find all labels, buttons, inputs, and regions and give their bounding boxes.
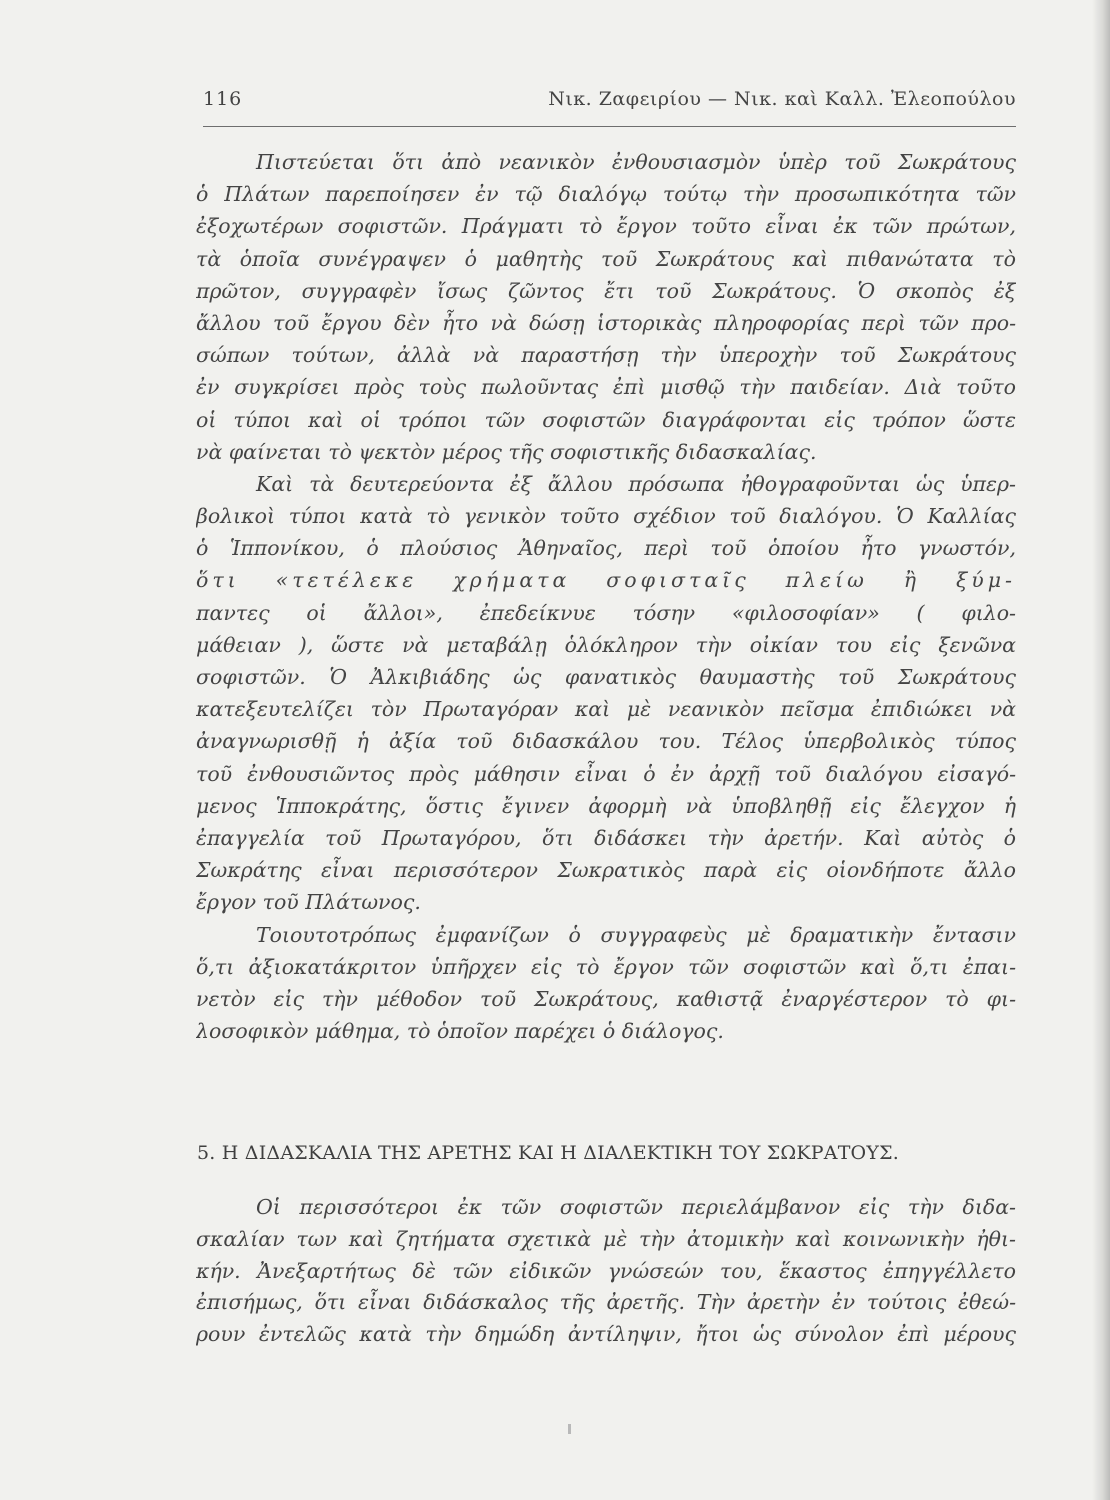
text-line: ρουν ἐντελῶς κατὰ τὴν δημώδη ἀντίληψιν, ἤτοι ὡς σύνολον ἐπὶ μέρους — [196, 1322, 1016, 1347]
text-line: οἱ τύποι καὶ οἱ τρόποι τῶν σοφιστῶν διαγράφονται εἰς τρόπον ὥστε — [196, 407, 1016, 432]
text-line: σκαλίαν των καὶ ζητήματα σχετικὰ μὲ τὴν ἀτομικὴν καὶ κοινωνικὴν ἠθι- — [196, 1226, 1016, 1251]
text-line: σοφιστῶν. Ὁ Ἀλκιβιάδης ὡς φανατικὸς θαυμαστὴς τοῦ Σωκράτους — [196, 665, 1016, 689]
page-number: 116 — [203, 88, 243, 110]
text-line: παντες οἱ ἄλλοι», ἐπεδείκνυε τόσην «φιλοσοφίαν» ( φιλο- — [196, 600, 1016, 625]
text-line: ὅ,τι ἀξιοκατάκριτον ὑπῆρχεν εἰς τὸ ἔργον τῶν σοφιστῶν καὶ ὅ,τι ἐπαι- — [196, 954, 1016, 979]
text-line: ἄλλου τοῦ ἔργου δὲν ἦτο νὰ δώσῃ ἱστορικὰς πληροφορίας περὶ τῶν προ- — [196, 310, 1016, 335]
text-line: ὅτι «τετέλεκε χρήματα σοφισταῖς πλείω ἢ ξύμ- — [196, 568, 1016, 593]
text-line: Τοιουτοτρόπως ἐμφανίζων ὁ συγγραφεὺς μὲ δραματικὴν ἔντασιν — [256, 922, 1016, 947]
text-line: πρῶτον, συγγραφὲν ἴσως ζῶντος ἔτι τοῦ Σωκράτους. Ὁ σκοπὸς ἐξ — [196, 278, 1016, 303]
text-line: ἐξοχωτέρων σοφιστῶν. Πράγματι τὸ ἔργον τοῦτο εἶναι ἐκ τῶν πρώτων, — [196, 214, 1016, 239]
main-text — [196, 146, 1016, 1047]
text-line: ἀναγνωρισθῇ ἡ ἀξία τοῦ διδασκάλου του. Τέλος ὑπερβολικὸς τύπος — [196, 729, 1016, 754]
text-line: σώπων τούτων, ἀλλὰ νὰ παραστήσῃ τὴν ὑπεροχὴν τοῦ Σωκράτους — [196, 343, 1016, 368]
text-line: κατεξευτελίζει τὸν Πρωταγόραν καὶ μὲ νεανικὸν πεῖσμα ἐπιδιώκει νὰ — [196, 697, 1016, 722]
text-line: τὰ ὁποῖα συνέγραψεν ὁ μαθητὴς τοῦ Σωκράτους καὶ πιθανώτατα τὸ — [196, 246, 1016, 271]
page-edge-shadow — [1092, 0, 1110, 1500]
text-line: λοσοφικὸν μάθημα, τὸ ὁποῖον παρέχει ὁ διάλογος. — [196, 1019, 724, 1044]
text-line: ἐπαγγελία τοῦ Πρωταγόρου, ὅτι διδάσκει τὴν ἀρετήν. Καὶ αὐτὸς ὁ — [196, 825, 1016, 850]
text-line: νὰ φαίνεται τὸ ψεκτὸν μέρος τῆς σοφιστικῆς διδασκαλίας. — [196, 439, 817, 464]
text-line: ὁ Πλάτων παρεποίησεν ἐν τῷ διαλόγῳ τούτῳ τὴν προσωπικότητα τῶν — [196, 182, 1016, 207]
section-heading: 5. Η ΔΙΔΑΣΚΑΛΙΑ ΤΗΣ ΑΡΕΤΗΣ ΚΑΙ Η ΔΙΑΛΕΚΤΙΚΗ ΤΟΥ ΣΩΚΡΑΤΟΥΣ. — [197, 1142, 899, 1164]
print-mark — [568, 1424, 571, 1434]
header-rule — [203, 126, 1016, 127]
text-line: ἐπισήμως, ὅτι εἶναι διδάσκαλος τῆς ἀρετῆς. Τὴν ἀρετὴν ἐν τούτοις ἐθεώ- — [196, 1290, 1016, 1315]
section-text — [196, 1192, 1016, 1351]
text-line: ὁ Ἱππονίκου, ὁ πλούσιος Ἀθηναῖος, περὶ τοῦ ὁποίου ἦτο γνωστόν, — [196, 536, 1016, 561]
text-line: ἐν συγκρίσει πρὸς τοὺς πωλοῦντας ἐπὶ μισθῷ τὴν παιδείαν. Διὰ τοῦτο — [196, 375, 1016, 400]
running-head: Νικ. Ζαφειρίου — Νικ. καὶ Καλλ. Ἐλεοπούλου — [548, 88, 1016, 110]
text-line: κήν. Ἀνεξαρτήτως δὲ τῶν εἰδικῶν γνώσεών του, ἕκαστος ἐπηγγέλλετο — [196, 1258, 1016, 1283]
text-line: Πιστεύεται ὅτι ἀπὸ νεανικὸν ἐνθουσιασμὸν ὑπὲρ τοῦ Σωκράτους — [256, 150, 1016, 174]
text-line: Σωκράτης εἶναι περισσότερον Σωκρατικὸς παρὰ εἰς οἱονδήποτε ἄλλο — [196, 858, 1016, 883]
text-line: βολικοὶ τύποι κατὰ τὸ γενικὸν τοῦτο σχέδιον τοῦ διαλόγου. Ὁ Καλλίας — [196, 504, 1016, 529]
text-line: μάθειαν ), ὥστε νὰ μεταβάλῃ ὁλόκληρον τὴν οἰκίαν του εἰς ξενῶνα — [196, 632, 1016, 657]
text-line: Οἱ περισσότεροι ἐκ τῶν σοφιστῶν περιελάμβανον εἰς τὴν διδα- — [256, 1195, 1016, 1219]
text-line: ἔργον τοῦ Πλάτωνος. — [196, 890, 421, 915]
text-line: τοῦ ἐνθουσιῶντος πρὸς μάθησιν εἶναι ὁ ἐν ἀρχῇ τοῦ διαλόγου εἰσαγό- — [196, 761, 1016, 786]
page-header — [203, 88, 1016, 118]
text-line: νετὸν εἰς τὴν μέθοδον τοῦ Σωκράτους, καθιστᾷ ἐναργέστερον τὸ φι- — [196, 986, 1016, 1011]
text-line: Καὶ τὰ δευτερεύοντα ἐξ ἄλλου πρόσωπα ἠθογραφοῦνται ὡς ὑπερ- — [256, 471, 1016, 496]
text-line: μενος Ἱπποκράτης, ὅστις ἔγινεν ἀφορμὴ νὰ ὑποβληθῇ εἰς ἔλεγχον ἡ — [196, 793, 1016, 818]
